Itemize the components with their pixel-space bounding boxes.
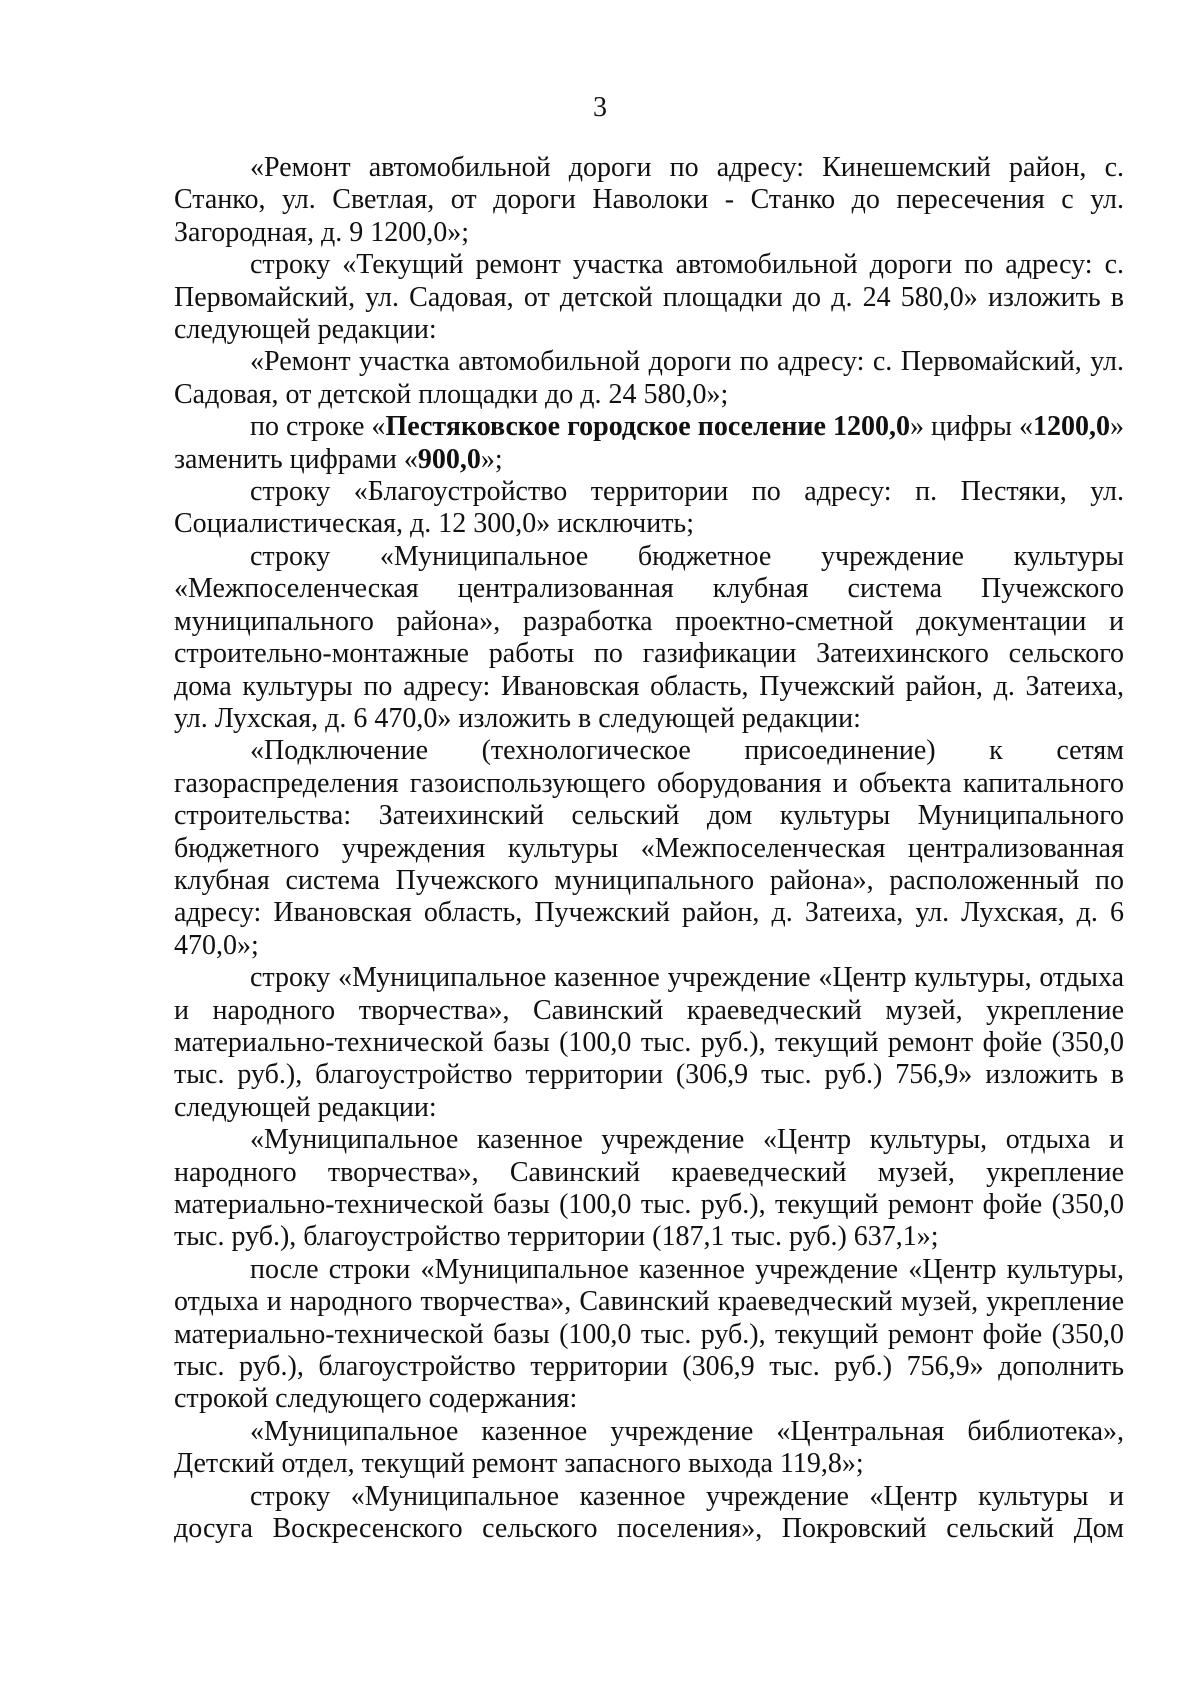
paragraph bbox=[174, 1124, 1124, 1254]
text-run: «Муниципальное казенное учреждение «Центр культуры, отдыха и народного творчества», Савинский краеведческий музей, укрепление материально-технической базы (100,0 тыс. руб.), текущий ремонт фойе (350,0 тыс. руб.), благоустройство территории (187,1 тыс. руб.) 637,1»; bbox=[174, 1124, 1124, 1253]
text-run: «Подключение (технологическое присоединение) к сетям газораспределения газоиспользующего оборудования и объекта капитального строительства: Затеихинский сельский дом культуры Муниципального бюджетного учреждения культуры «Межпоселенческая централизованная клубная система Пучежского муниципального района», расположенный по адресу: Ивановская область, Пучежский район, д. Затеиха, ул. Лухская, д. 6 470,0»; bbox=[174, 735, 1124, 961]
text-run: строку «Текущий ремонт участка автомобильной дороги по адресу: с. Первомайский, ул. Садовая, от детской площадки до д. 24 580,0» изложить в следующей редакции: bbox=[174, 249, 1124, 346]
text-run: »; bbox=[480, 443, 503, 475]
text-run: строку «Муниципальное казенное учреждение «Центр культуры, отдыха и народного творчества», Савинский краеведческий музей, укрепление материально-технической базы (100,0 тыс. руб.), текущий ремонт фойе (350,0 тыс. руб.), благоустройство территории (306,9 тыс. руб.) 756,9» изложить в следующей редакции: bbox=[174, 962, 1124, 1123]
paragraph bbox=[174, 476, 1124, 541]
paragraph bbox=[174, 735, 1124, 962]
bold-text: 900,0 bbox=[417, 443, 481, 475]
paragraph bbox=[174, 541, 1124, 735]
bold-text: 1200,0 bbox=[1033, 411, 1111, 443]
paragraph bbox=[174, 962, 1124, 1124]
paragraph bbox=[174, 152, 1124, 249]
text-run: «Ремонт участка автомобильной дороги по адресу: с. Первомайский, ул. Садовая, от детской площадки до д. 24 580,0»; bbox=[174, 346, 1124, 410]
document-body bbox=[174, 152, 1124, 1545]
paragraph bbox=[174, 1481, 1124, 1546]
text-run: » цифры « bbox=[909, 411, 1034, 443]
paragraph bbox=[174, 1254, 1124, 1416]
text-run: по строке « bbox=[250, 411, 386, 443]
paragraph bbox=[174, 411, 1124, 476]
text-run: «Ремонт автомобильной дороги по адресу: Кинешемский район, с. Станко, ул. Светлая, от дороги Наволоки - Станко до пересечения с ул. Загородная, д. 9 1200,0»; bbox=[174, 152, 1124, 248]
paragraph bbox=[174, 346, 1124, 411]
text-run: строку «Муниципальное казенное учреждение «Центр культуры и досуга Воскресенского сельского поселения», Покровский сельский Дом bbox=[174, 1480, 1124, 1545]
text-run: строку «Благоустройство территории по адресу: п. Пестяки, ул. Социалистическая, д. 12 300,0» исключить; bbox=[174, 476, 1124, 540]
text-run: » заменить цифрами « bbox=[174, 411, 1125, 475]
paragraph bbox=[174, 1416, 1124, 1481]
page-number: 3 bbox=[593, 92, 607, 123]
text-run: после строки «Муниципальное казенное учреждение «Центр культуры, отдыха и народного творчества», Савинский краеведческий музей, укрепление материально-технической базы (100,0 тыс. руб.), текущий ремонт фойе (350,0 тыс. руб.), благоустройство территории (306,9 тыс. руб.) 756,9» дополнить строкой следующего содержания: bbox=[174, 1253, 1124, 1415]
paragraph bbox=[174, 249, 1124, 346]
text-run: строку «Муниципальное бюджетное учреждение культуры «Межпоселенческая централизованная клубная система Пучежского муниципального района», разработка проектно-сметной документации и строительно-монтажные работы по газификации Затеихинского сельского дома культуры по адресу: Ивановская область, Пучежский район, д. Затеиха, ул. Лухская, д. 6 470,0» изложить в следующей редакции: bbox=[174, 540, 1124, 734]
bold-text: Пестяковское городское поселение 1200,0 bbox=[385, 411, 910, 443]
text-run: «Муниципальное казенное учреждение «Центральная библиотека», Детский отдел, текущий ремонт запасного выхода 119,8»; bbox=[174, 1415, 1124, 1480]
